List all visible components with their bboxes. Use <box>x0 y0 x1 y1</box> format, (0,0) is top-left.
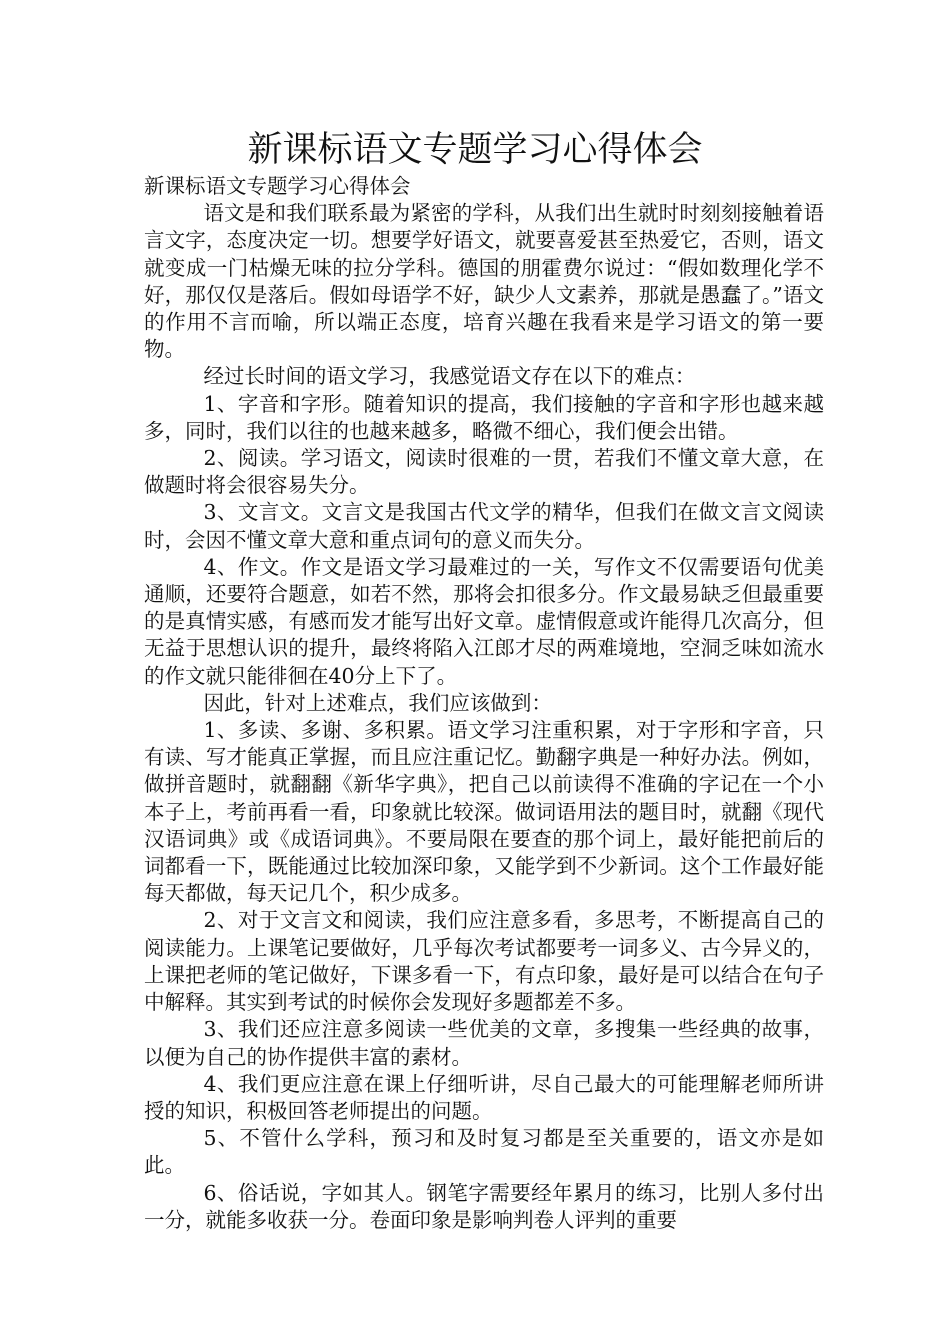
paragraph-solution-6: 6、俗话说，字如其人。钢笔字需要经年累月的练习，比别人多付出一分，就能多收获一分。卷面印象是影响判卷人评判的重要 <box>144 1180 824 1232</box>
document-title: 新课标语文专题学习心得体会 <box>247 130 703 170</box>
paragraph-solution-5: 5、不管什么学科，预习和及时复习都是至关重要的，语文亦是如此。 <box>144 1126 824 1178</box>
paragraph-solution-1: 1、多读、多谢、多积累。语文学习注重积累，对于字形和字音，只有读、写才能真正掌握，而且应注重记忆。勤翻字典是一种好办法。例如，做拼音题时，就翻翻《新华字典》，把自己以前读得不准确的字记在一个小本子上，考前再看一看，印象就比较深。做词语用法的题目时，就翻《现代汉语词典》或《成语词典》。不要局限在要查的那个词上，最好能把前后的词都看一下，既能通过比较加深印象，又能学到不少新词。这个工作最好能每天都做，每天记几个，积少成多。 <box>144 718 824 906</box>
document-body <box>144 173 824 1234</box>
paragraph-intro: 语文是和我们联系最为紧密的学科，从我们出生就时时刻刻接触着语言文字，态度决定一切。想要学好语文，就要喜爱甚至热爱它，否则，语文就变成一门枯燥无味的拉分学科。德国的朋霍费尔说过：“假如数理化学不好，那仅仅是落后。假如母语学不好，缺少人文素养，那就是愚蠢了。”语文的作用不言而喻，所以端正态度，培育兴趣在我看来是学习语文的第一要物。 <box>144 201 824 362</box>
paragraph-difficulties-intro: 经过长时间的语文学习，我感觉语文存在以下的难点： <box>203 364 696 389</box>
paragraph-solutions-intro: 因此，针对上述难点，我们应该做到： <box>203 690 552 715</box>
paragraph-solution-3: 3、我们还应注意多阅读一些优美的文章，多搜集一些经典的故事，以便为自己的协作提供丰富的素材。 <box>144 1017 824 1069</box>
paragraph-difficulty-2: 2、阅读。学习语文，阅读时很难的一贯，若我们不懂文章大意，在做题时将会很容易失分。 <box>144 446 824 498</box>
paragraph-difficulty-3: 3、文言文。文言文是我国古代文学的精华，但我们在做文言文阅读时，会因不懂文章大意和重点词句的意义而失分。 <box>144 500 824 552</box>
document-subtitle: 新课标语文专题学习心得体会 <box>144 174 411 198</box>
paragraph-solution-2: 2、对于文言文和阅读，我们应注意多看，多思考，不断提高自己的阅读能力。上课笔记要做好，几乎每次考试都要考一词多义、古今异义的，上课把老师的笔记做好，下课多看一下，有点印象，最好是可以结合在句子中解释。其实到考试的时候你会发现好多题都差不多。 <box>144 908 824 1015</box>
paragraph-difficulty-1: 1、字音和字形。随着知识的提高，我们接触的字音和字形也越来越多，同时，我们以往的也越来越多，略微不细心，我们便会出错。 <box>144 391 824 443</box>
paragraph-solution-4: 4、我们更应注意在课上仔细听讲，尽自己最大的可能理解老师所讲授的知识，积极回答老师提出的问题。 <box>144 1071 824 1123</box>
paragraph-difficulty-4: 4、作文。作文是语文学习最难过的一关，写作文不仅需要语句优美通顺，还要符合题意，如若不然，那将会扣很多分。作文最易缺乏但最重要的是真情实感，有感而发才能写出好文章。虚情假意或许能得几次高分，但无益于思想认识的提升，最终将陷入江郎才尽的两难境地，空洞乏味如流水的作文就只能徘徊在40分上下了。 <box>144 554 824 688</box>
